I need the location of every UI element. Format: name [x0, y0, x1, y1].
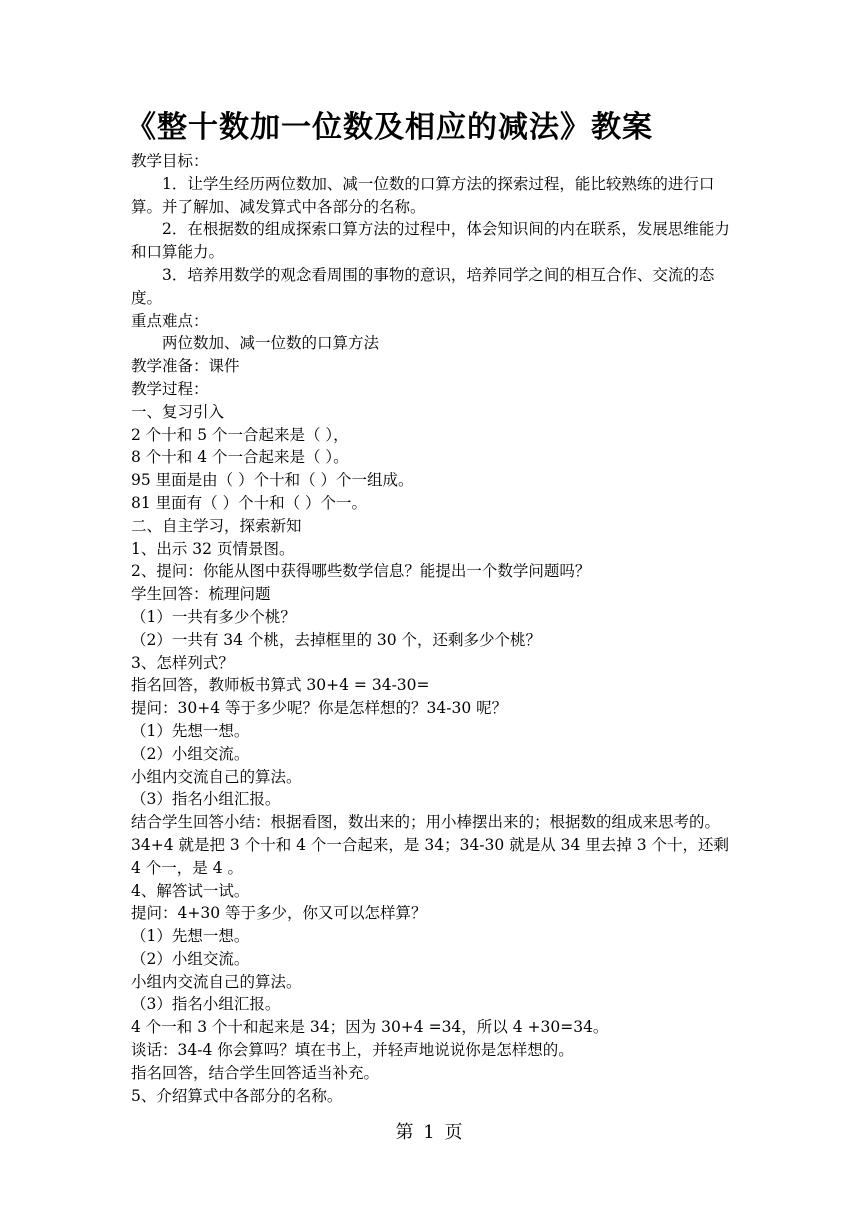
explore-item-1: 1、出示 32 页情景图。 [131, 539, 295, 558]
review-question-3: 95 里面是由（ ）个十和（ ）个一组成。 [131, 471, 414, 490]
answer-supplement: 指名回答，结合学生回答适当补充。 [131, 1063, 380, 1082]
question-4-plus-30: 提问：4+30 等于多少，你又可以怎样算？ [131, 904, 427, 923]
explore-item-2: 2、提问：你能从图中获得哪些数学信息？能提出一个数学问题吗？ [131, 562, 591, 581]
objective-1: 1．让学生经历两位数加、减一位数的口算方法的探索过程，能比较熟练的进行口算。并了解加、减发算式中各部分的名称。 [131, 174, 715, 216]
group-exchange-2: 小组内交流自己的算法。 [131, 972, 302, 991]
group-exchange: 小组内交流自己的算法。 [131, 767, 302, 786]
explore-item-4: 4、解答试一试。 [131, 881, 250, 900]
explore-question-1: （1）一共有多少个桃？ [131, 607, 296, 626]
explore-answer: 学生回答：梳理问题 [131, 585, 271, 604]
board-formula: 指名回答，教师板书算式 30+4 = 34-30= [131, 676, 430, 695]
group-step-2: （2）小组交流。 [131, 949, 250, 968]
section-heading-process: 教学过程： [131, 379, 209, 398]
think-step-2: （1）先想一想。 [131, 927, 250, 946]
document-body [131, 150, 731, 1107]
key-points-text: 两位数加、减一位数的口算方法 [162, 334, 380, 353]
objective-3: 3．培养用数学的观念看周围的事物的意识，培养同学之间的相互合作、交流的态度。 [131, 265, 715, 307]
report-step: （3）指名小组汇报。 [131, 790, 281, 809]
report-step-2: （3）指名小组汇报。 [131, 995, 281, 1014]
explore-item-5: 5、介绍算式中各部分的名称。 [131, 1086, 343, 1105]
talk-34-minus-4: 谈话：34-4 你会算吗？填在书上，并轻声地说说你是怎样想的。 [131, 1041, 574, 1060]
explore-question-2: （2）一共有 34 个桃，去掉框里的 30 个，还剩多少个桃？ [131, 630, 542, 649]
think-step: （1）先想一想。 [131, 721, 250, 740]
review-question-4: 81 里面有（ ）个十和（ ）个一。 [131, 493, 368, 512]
step-explore: 二、自主学习，探索新知 [131, 516, 302, 535]
explore-item-3: 3、怎样列式？ [131, 653, 234, 672]
objective-2: 2．在根据数的组成探索口算方法的过程中，体会知识间的内在联系，发展思维能力和口算能力。 [131, 220, 730, 262]
section-heading-objectives: 教学目标： [131, 152, 209, 170]
section-heading-key-points: 重点难点： [131, 311, 209, 330]
review-question-2: 8 个十和 4 个一合起来是（ ）。 [131, 448, 349, 467]
document-title: 《整十数加一位数及相应的减法》教案 [126, 110, 653, 145]
question-30-plus-4: 提问：30+4 等于多少呢？你是怎样想的？34-30 呢？ [131, 699, 508, 718]
page-number: 第 1 页 [395, 1122, 465, 1143]
review-question-1: 2 个十和 5 个一合起来是（ ）， [131, 425, 349, 444]
group-step: （2）小组交流。 [131, 744, 250, 763]
teaching-preparation: 教学准备：课件 [131, 357, 240, 376]
step-review: 一、复习引入 [131, 402, 225, 421]
summary-paragraph: 结合学生回答小结：根据看图，数出来的；用小棒摆出来的；根据数的组成来思考的。34+4 就是把 3 个十和 4 个一合起来，是 34；34-30 就是从 34 里去掉 3 个十，还剩 4 个一，是 4 。 [131, 813, 729, 877]
explanation-34: 4 个一和 3 个十和起来是 34；因为 30+4 =34，所以 4 +30=34。 [131, 1018, 609, 1037]
